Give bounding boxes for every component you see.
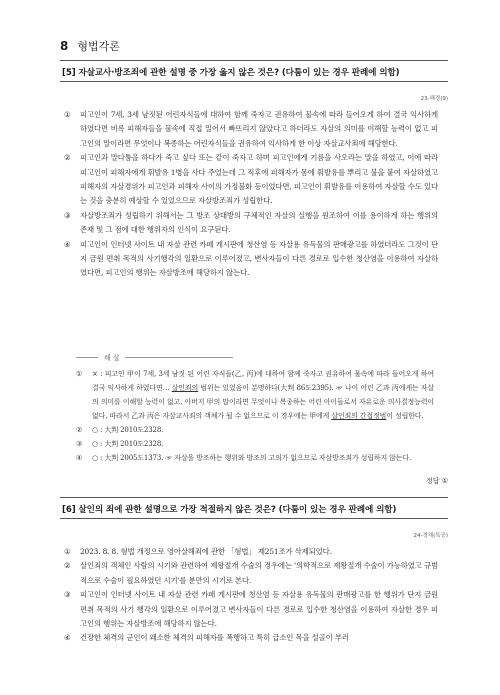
explanation-text-part: × : 피고인 甲이 7세, 3세 남짓 된 어린 자식들(乙, 丙)에 대하여 함께 죽자고 권유하여 물속에 따라 들어오게 하여 결국 익사하게 하였다면… — [92, 370, 434, 392]
explanation-item — [76, 367, 434, 423]
option-item — [64, 209, 438, 238]
explanation-text-part: ○ : 大判 2010도2328. — [92, 426, 164, 434]
option-number: ③ — [64, 210, 71, 220]
explanation-number: ③ — [76, 440, 83, 448]
question-6-options — [64, 545, 438, 646]
option-text: 피고인이 인터넷 사이트 내 자살 관련 카페 게시판에 청산염 등 자살용 유독물의 판매광고를 한 행위가 단지 금원 편취 목적의 사기 행각의 일환으로 이루어졌고 변사자들이 다른 경로로 입수한 청산염을 이용하여 자살한 경우 피고인의 행위는 자살방조에 해당하지 않는다. — [80, 590, 438, 629]
explanation-dash-right — [125, 357, 233, 358]
option-text: 피고인이 인터넷 사이트 내 자살 관련 카페 게시판에 청산염 등 자살용 유독물의 판매광고를 하였더라도 그것이 단지 금원 편취 목적의 사기행각의 일환으로 이루어졌고, 변사자들이 다른 경로로 입수한 청산염을 이용하여 자살하였다면, 피고인의 행위는 자살방조에 해당하지 않는다. — [80, 239, 438, 278]
option-number: ④ — [64, 633, 71, 643]
book-title: 형법각론 — [77, 40, 120, 53]
option-text: 건장한 체격의 군인이 왜소한 체격의 피해자를 폭행하고 특히 급소인 목을 설골이 부러 — [80, 633, 349, 643]
option-number: ③ — [64, 590, 71, 600]
option-item — [64, 559, 438, 588]
option-item — [64, 151, 438, 209]
explanation-item — [76, 451, 434, 465]
explanation-text-part: 범위는 있었음이 분명하다(大判 86도2395). ☞ 나이 어린 乙과 丙에게는 자살의 의미를 이해할 능력이 없고, 아버지 甲의 말이라면 무엇이나 복종하는 어린 아이들로서 자유로운 의사결정능력이 없다. 따라서 乙과 丙은 자살교사죄의 객체가 될 수 없으므로 이 경우에는 甲에게 — [92, 384, 434, 420]
option-number: ④ — [64, 239, 71, 249]
question-5-options — [64, 108, 438, 281]
explanation-text-part: 이 성립한다. — [386, 412, 424, 420]
explanation-item — [76, 423, 434, 437]
explanation-text — [92, 454, 411, 462]
answer-label: 정답 ① — [425, 477, 448, 485]
option-text: 피고인과 말다툼을 하다가 죽고 싶다 또는 같이 죽자고 하며 피고인에게 기름을 사오라는 말을 하였고, 이에 따라 피고인이 피해자에게 휘발유 1병을 사다 주었는데 그 직후에 피해자가 몸에 휘발유를 뿌리고 불을 붙여 자살하였고 피해자의 자살경위가 피고인과 피해자 사이의 가정불화 등이었다면, 피고인이 휘발유를 이용하여 자살할 수도 있다는 것을 충분히 예상할 수 있었으므로 자살방조죄가 성립한다. — [80, 153, 438, 206]
option-text: 피고인이 7세, 3세 남짓된 어린자식들에 대하여 함께 죽자고 권유하여 물속에 따라 들어오게 하여 결국 익사하게 하였다면 비록 피해자들을 물속에 직접 밀어서 빠뜨리지 않았다고 하더라도 자살의 의미를 이해할 능력이 없고 피고인의 말이라면 무엇이나 복종하는 어린자식들을 권유하여 익사하게 한 이상 자살교사죄에 해당한다. — [80, 110, 438, 148]
option-item — [64, 545, 438, 559]
explanation-text — [92, 440, 163, 448]
explanation-dash-left — [76, 357, 98, 358]
explanation-text-part: ○ : 大判 2010도2328. — [92, 440, 164, 448]
option-text: 자살방조죄가 성립하기 위해서는 그 방조 상대방의 구체적인 자살의 실행을 원조하여 이를 용이하게 하는 행위의 존재 및 그 점에 대한 행위자의 인식이 요구된다. — [80, 210, 438, 235]
question-5-heading: [5] 자살교사·방조죄에 관한 설명 중 가장 옳지 않은 것은? (다툼이 있는 경우 판례에 의함) — [62, 68, 400, 78]
option-item — [64, 631, 438, 645]
option-number: ② — [64, 561, 71, 571]
explanation-number: ② — [76, 426, 83, 434]
option-text: 2023. 8. 8. 형법 개정으로 영아살해죄에 관한 「형법」 제251조가 삭제되었다. — [80, 547, 332, 556]
page-number: 8 — [60, 39, 69, 53]
explanation-item — [76, 437, 434, 451]
question-5-bottom-rule — [60, 81, 448, 82]
option-number: ① — [64, 547, 71, 556]
question-6-heading: [6] 살인의 죄에 관한 설명으로 가장 적절하지 않은 것은? (다툼이 있는 경우 판례에 의함) — [62, 505, 397, 515]
question-5-source: 23-해경(9) — [420, 96, 448, 102]
underlined-term: 살인죄의 간접정범 — [331, 412, 387, 420]
question-5-top-rule — [60, 60, 448, 61]
question-6-top-rule — [60, 497, 448, 498]
option-text: 살인죄의 객체인 사람의 시기와 관련하여 제왕절개 수술의 경우에는 '의학적으로 제왕절개 수술이 가능하였고 규범적으로 수술이 필요하였던 시기'를 분만의 시기로 본다. — [80, 561, 438, 585]
explanation-text — [92, 426, 163, 434]
option-item — [64, 238, 438, 281]
explanation-text-part: ○ : 大判 2005도1373. ☞ 자살을 방조하는 행위와 방조의 고의가 없으므로 자살방조죄가 성립하지 않는다. — [92, 454, 412, 462]
question-5-explanation — [76, 367, 434, 465]
option-number: ② — [64, 153, 71, 163]
question-6-source: 24-경채(특공) — [413, 533, 448, 539]
explanation-title — [76, 352, 233, 362]
explanation-label: 해 설 — [104, 354, 120, 362]
explanation-text — [92, 370, 434, 420]
explanation-number: ① — [76, 370, 83, 378]
underlined-term: 살인죄의 — [171, 384, 199, 392]
option-item — [64, 108, 438, 151]
explanation-number: ④ — [76, 454, 83, 462]
question-6-bottom-rule — [60, 518, 448, 519]
option-item — [64, 588, 438, 631]
running-header — [60, 38, 120, 54]
option-number: ① — [64, 110, 71, 119]
